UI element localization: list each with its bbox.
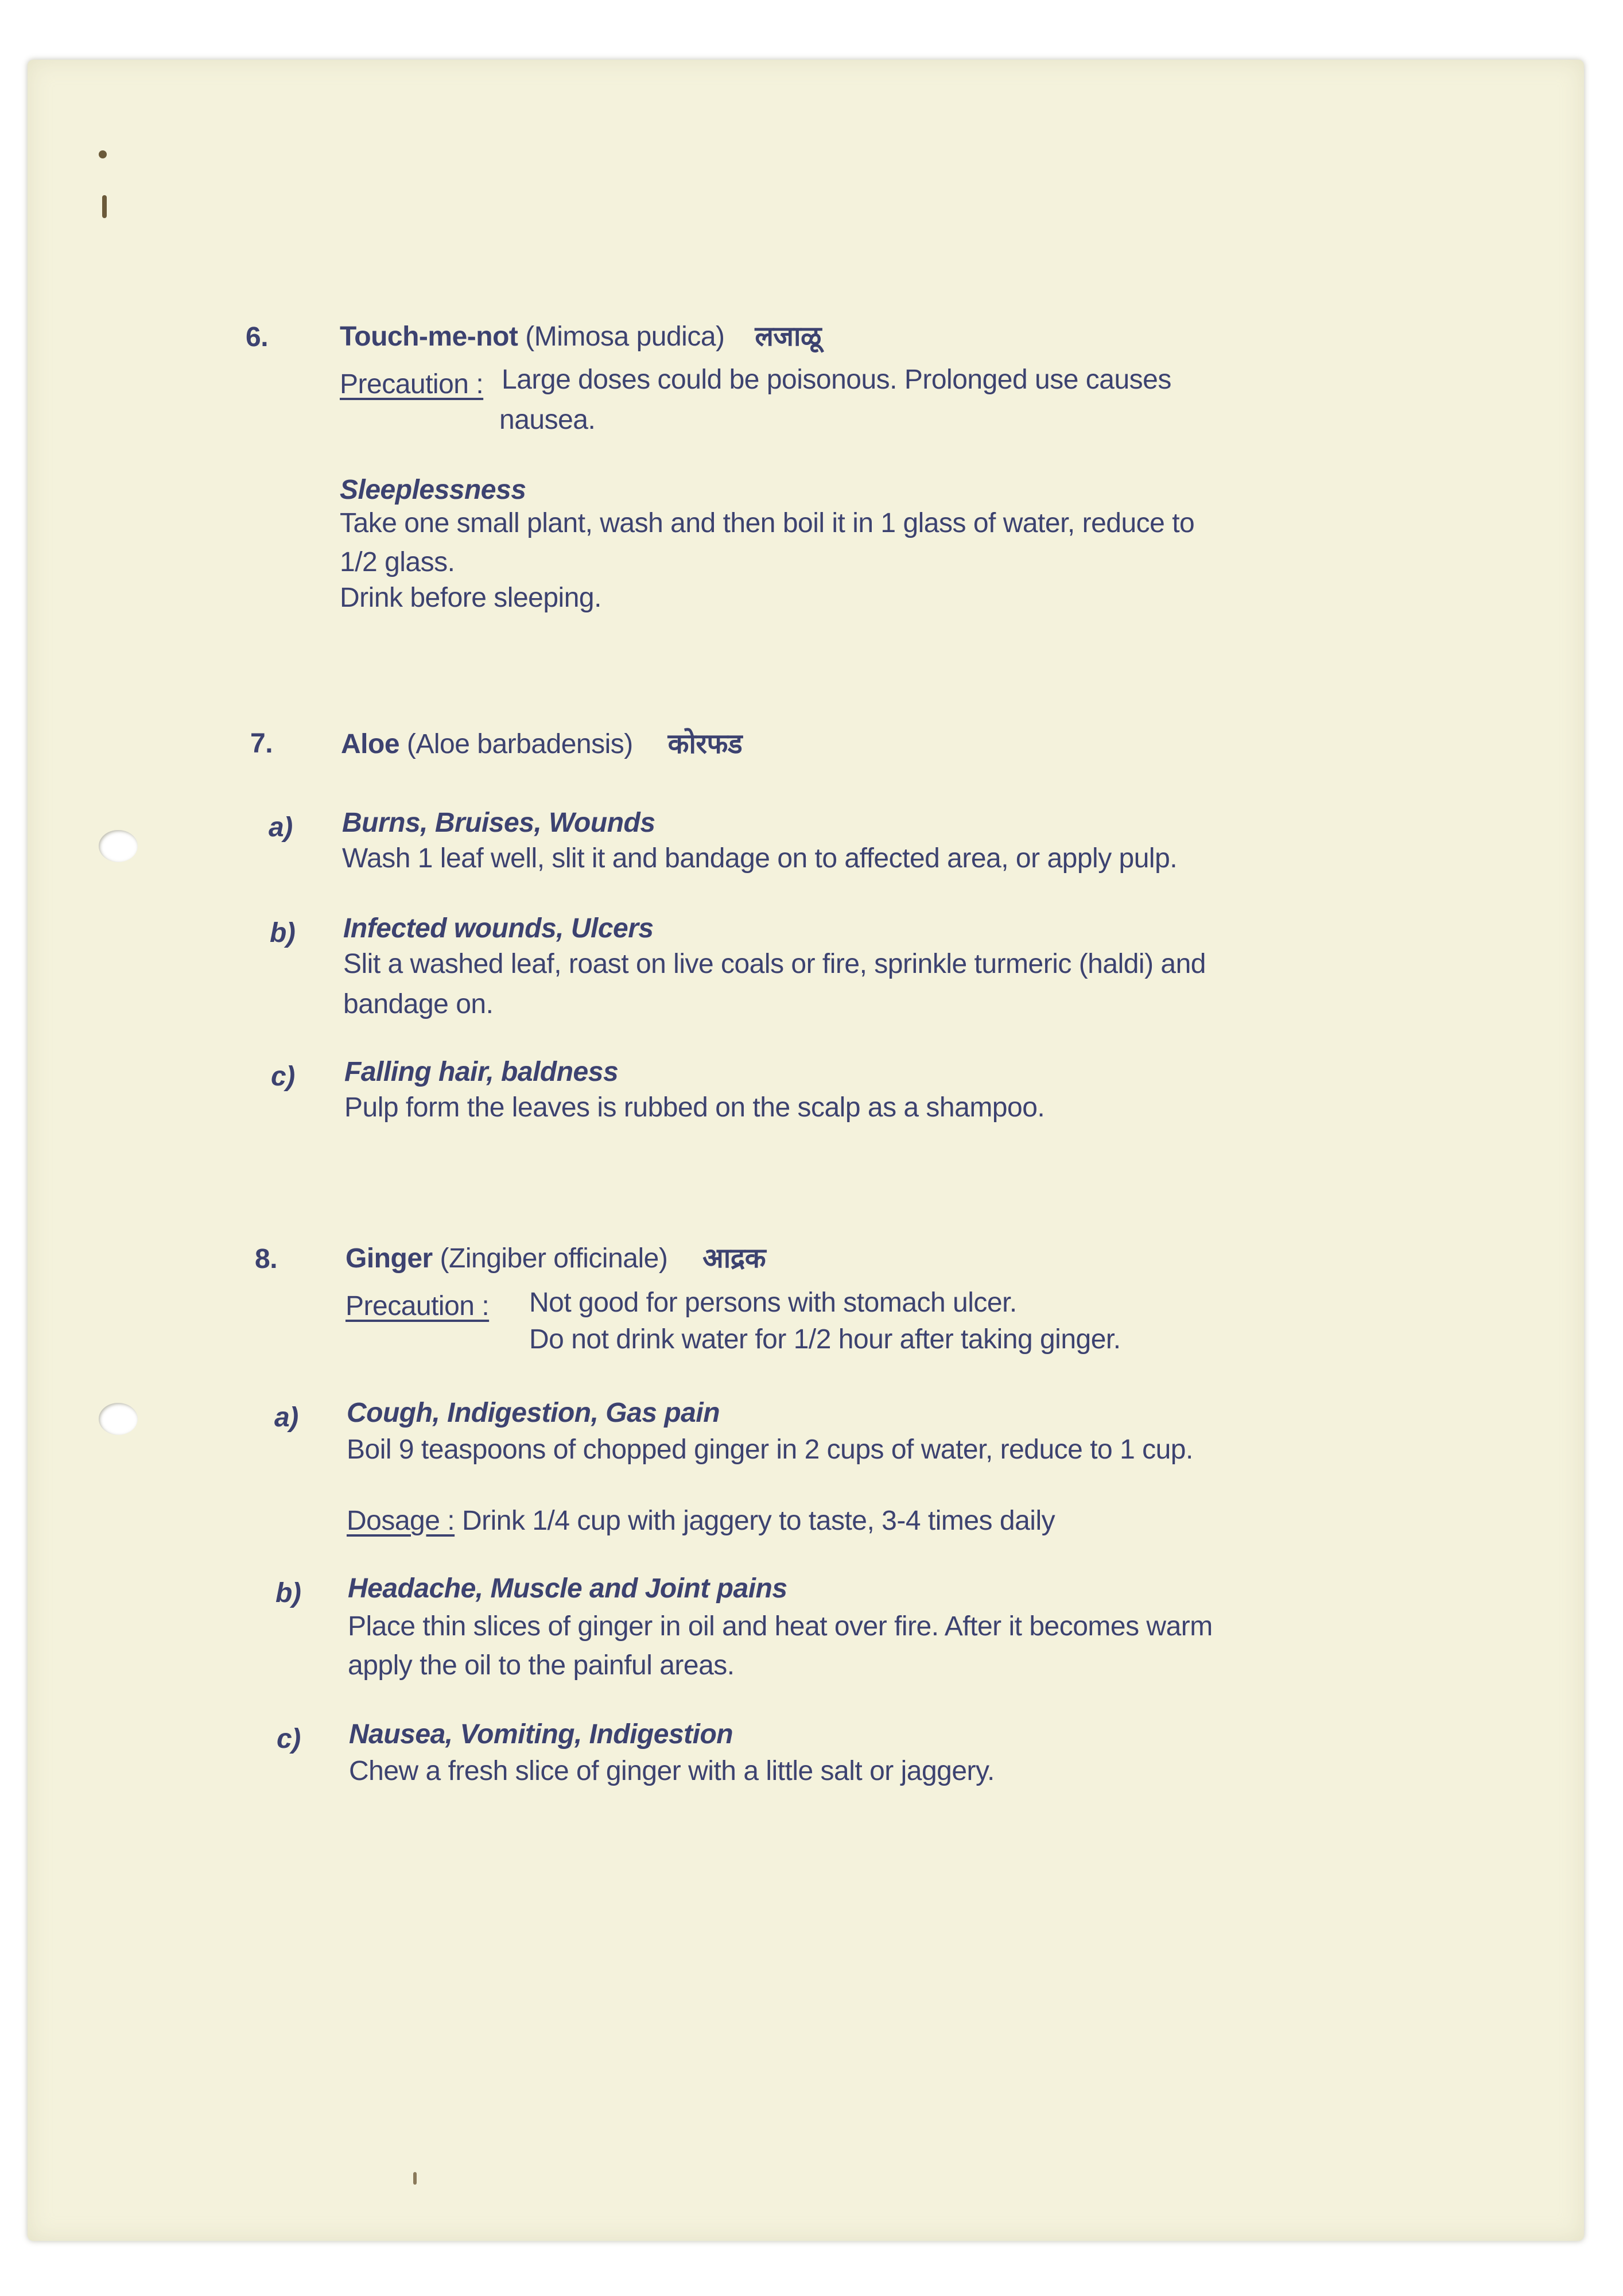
section-6-precaution-line-1: Large doses could be poisonous. Prolonged use causes [502,364,1171,395]
section-8c-line-1: Chew a fresh slice of ginger with a little salt or jaggery. [349,1756,995,1786]
section-7c-title: Falling hair, baldness [344,1057,619,1087]
section-7b-line-2: bandage on. [343,989,494,1019]
paper-speck [102,195,107,218]
section-7b-letter: b) [270,918,296,948]
section-6-precaution-line-2: nausea. [499,405,596,435]
section-8-local-name: आद्रक [702,1242,766,1274]
section-8-precaution-line-2: Do not drink water for 1/2 hour after taking ginger. [529,1324,1121,1355]
section-6-sub-line-3: Drink before sleeping. [340,583,601,613]
section-7b-title: Infected wounds, Ulcers [343,913,654,944]
section-6-precaution-label: Precaution : [340,369,484,400]
section-8-heading [345,1239,766,1278]
section-8-latin: (Zingiber officinale) [440,1243,668,1274]
section-7a-title: Burns, Bruises, Wounds [342,808,655,838]
section-8a-dosage [347,1502,1055,1541]
section-6-latin: (Mimosa pudica) [525,321,725,352]
punch-hole-bottom [99,1403,138,1435]
section-8-name: Ginger [345,1243,433,1274]
section-8b-title: Headache, Muscle and Joint pains [348,1573,787,1604]
paper-speck [99,150,107,158]
section-8b-line-2: apply the oil to the painful areas. [348,1650,735,1681]
section-6-name: Touch-me-not [340,321,518,352]
section-7a-letter: a) [269,812,293,843]
section-8a-letter: a) [274,1402,298,1433]
punch-hole-top [99,830,138,862]
section-8b-line-1: Place thin slices of ginger in oil and heat over fire. After it becomes warm [348,1611,1213,1642]
section-8a-line-1: Boil 9 teaspoons of chopped ginger in 2 cups of water, reduce to 1 cup. [347,1434,1193,1465]
paper-speck [413,2172,417,2185]
section-8c-letter: c) [277,1724,301,1754]
section-6-sub-line-2: 1/2 glass. [340,547,455,577]
section-8-precaution-label: Precaution : [345,1291,490,1321]
section-6-sub-line-1: Take one small plant, wash and then boil it in 1 glass of water, reduce to [340,508,1195,538]
section-7a-line-1: Wash 1 leaf well, slit it and bandage on to affected area, or apply pulp. [342,843,1178,874]
section-7-name: Aloe [341,729,400,759]
section-8a-dosage-text: Drink 1/4 cup with jaggery to taste, 3-4 times daily [461,1506,1055,1536]
section-7c-letter: c) [271,1061,295,1092]
section-7b-line-1: Slit a washed leaf, roast on live coals or fire, sprinkle turmeric (haldi) and [343,949,1206,979]
section-7-heading [341,724,742,764]
section-8b-letter: b) [275,1578,301,1608]
section-8a-title: Cough, Indigestion, Gas pain [347,1398,720,1428]
section-8a-dosage-label: Dosage : [347,1506,455,1536]
section-7-local-name: कोरफड [667,728,743,760]
section-8c-title: Nausea, Vomiting, Indigestion [349,1719,733,1750]
section-8-precaution-line-1: Not good for persons with stomach ulcer. [529,1287,1017,1318]
section-7-latin: (Aloe barbadensis) [406,729,633,759]
section-7c-line-1: Pulp form the leaves is rubbed on the scalp as a shampoo. [344,1092,1045,1123]
section-8-number: 8. [255,1244,278,1274]
section-6-sub-title: Sleeplessness [340,475,526,505]
section-6-number: 6. [246,322,269,352]
section-7-number: 7. [250,728,273,759]
section-6-heading [340,317,821,356]
section-6-local-name: लजाळू [755,320,821,352]
